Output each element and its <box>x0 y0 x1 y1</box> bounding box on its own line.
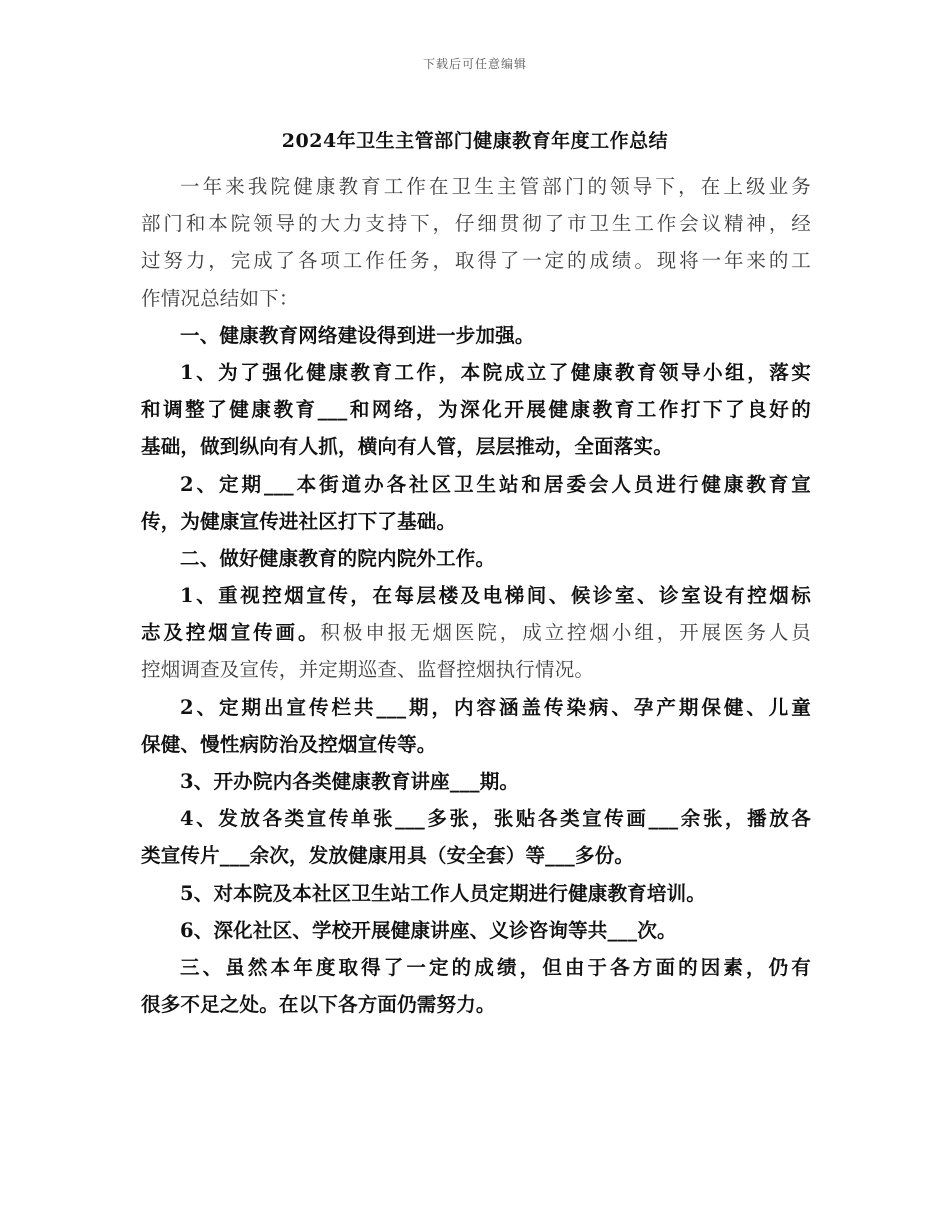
text-line <box>141 949 811 986</box>
text-line <box>141 391 811 428</box>
text-line <box>141 466 811 503</box>
text-line <box>141 205 811 242</box>
text-line-segment: 6、深化社区、学校开展健康讲座、义诊咨询等共___次。 <box>180 918 677 942</box>
text-line-segment: 一、健康教育网络建设得到进一步加强。 <box>180 323 535 347</box>
document-title: 2024年卫生主管部门健康教育年度工作总结 <box>281 130 669 152</box>
text-line-segment: 志及控烟宣传画。 <box>141 621 321 645</box>
text-line <box>141 763 811 800</box>
text-line-segment: 部门和本院领导的大力支持下，仔细贯彻了市卫生工作会议精神，经 <box>141 212 811 236</box>
text-line <box>141 875 811 912</box>
text-line-segment: 二、做好健康教育的院内院外工作。 <box>180 546 496 570</box>
text-line-segment: 2、定期___本街道办各社区卫生站和居委会人员进行健康教育宣 <box>180 472 811 496</box>
text-line <box>141 614 811 651</box>
text-line-segment: 1、为了强化健康教育工作，本院成立了健康教育领导小组，落实 <box>180 360 811 384</box>
text-line <box>141 986 811 1023</box>
text-line-segment: 3、开办院内各类健康教育讲座___期。 <box>180 770 520 793</box>
text-line <box>141 242 811 279</box>
text-line-segment: 1、重视控烟宣传，在每层楼及电梯间、候诊室、诊室设有控烟标 <box>180 584 811 608</box>
text-line <box>141 800 811 837</box>
header-note: 下载后可任意编辑 <box>422 57 527 71</box>
text-line <box>141 689 811 726</box>
text-line-segment: 2、定期出宣传栏共___期，内容涵盖传染病、孕产期保健、儿童 <box>180 695 811 719</box>
text-line <box>141 651 811 688</box>
text-line <box>141 354 811 391</box>
text-line-segment: 一年来我院健康教育工作在卫生主管部门的领导下，在上级业务 <box>180 175 811 198</box>
text-line <box>141 317 811 354</box>
text-line <box>141 280 811 317</box>
text-line-segment: 保健、慢性病防治及控烟宣传等。 <box>141 732 437 756</box>
text-line-segment: 积极申报无烟医院，成立控烟小组，开展医务人员 <box>320 621 811 645</box>
text-line-segment: 很多不足之处。在以下各方面仍需努力。 <box>141 993 496 1017</box>
text-line-segment: 基础，做到纵向有人抓，横向有人管，层层推动，全面落实。 <box>141 435 673 459</box>
text-line-segment: 作情况总结如下： <box>141 286 299 310</box>
text-line <box>141 168 811 205</box>
text-line-segment: 三、虽然本年度取得了一定的成绩，但由于各方面的因素，仍有 <box>180 955 811 979</box>
text-line <box>141 428 811 465</box>
text-line <box>141 837 811 874</box>
text-line <box>141 503 811 540</box>
text-line-segment: 类宣传片___余次，发放健康用具（安全套）等___多份。 <box>141 844 635 868</box>
text-line-segment: 4、发放各类宣传单张___多张，张贴各类宣传画___余张，播放各 <box>180 807 811 831</box>
text-line-segment: 5、对本院及本社区卫生站工作人员定期进行健康教育培训。 <box>180 881 706 905</box>
text-line-segment: 传，为健康宣传进社区打下了基础。 <box>141 509 457 533</box>
text-line-segment: 和调整了健康教育___和网络，为深化开展健康教育工作打下了良好的 <box>141 398 811 422</box>
text-line <box>141 540 811 577</box>
text-line-segment: 过努力，完成了各项工作任务，取得了一定的成绩。现将一年来的工 <box>141 249 811 273</box>
text-line <box>141 726 811 763</box>
text-line <box>141 912 811 949</box>
text-line <box>141 577 811 614</box>
text-line-segment: 控烟调查及宣传，并定期巡查、监督控烟执行情况。 <box>141 658 595 682</box>
document-body <box>141 168 811 1023</box>
